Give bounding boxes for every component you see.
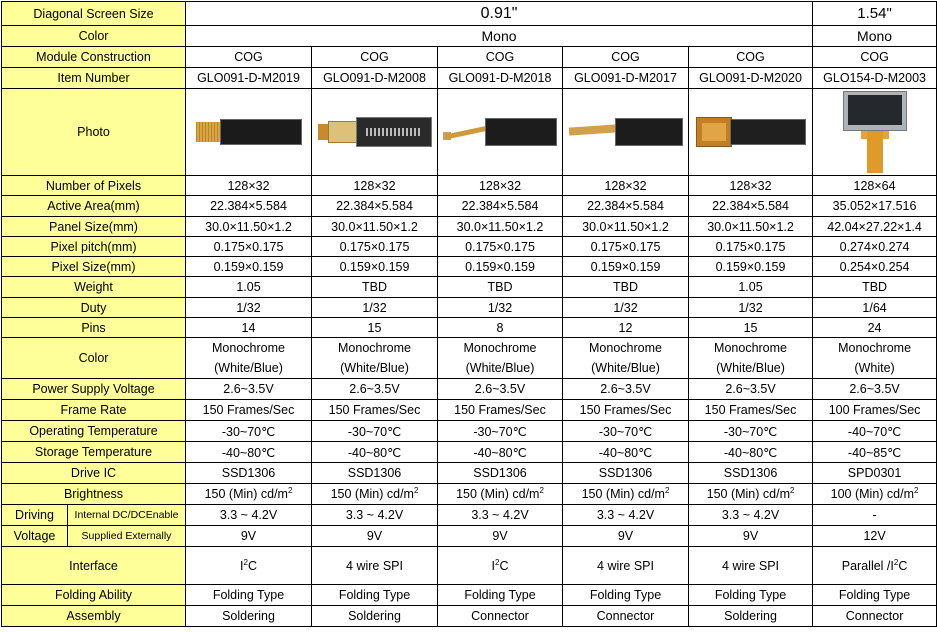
brightness-value: 150 (Min) cd/m [456, 487, 540, 501]
cell-frame-rate: 150 Frames/Sec [563, 400, 689, 421]
cell-photo [312, 89, 438, 176]
row-duty [2, 298, 937, 318]
interface-suffix: C [247, 558, 257, 573]
row-weight [2, 277, 937, 298]
cell-color [186, 338, 312, 379]
cell-construction: COG [563, 47, 689, 68]
cell-drive-ic: SSD1306 [312, 463, 438, 484]
cell-frame-rate: 150 Frames/Sec [438, 400, 563, 421]
cell-power: 2.6~3.5V [563, 379, 689, 400]
cell-assembly: Soldering [186, 606, 312, 627]
row-assembly [2, 606, 937, 627]
unit-exponent: 2 [413, 486, 419, 495]
label-pins: Pins [2, 318, 186, 338]
cell-pixel-pitch: 0.175×0.175 [438, 237, 563, 257]
cell-weight: TBD [813, 277, 937, 298]
color-group-small: Mono [186, 26, 813, 47]
interface-prefix: Parallel /I [841, 558, 894, 573]
color-line2: (White/Blue) [591, 361, 660, 375]
label-power: Power Supply Voltage [2, 379, 186, 400]
cell-active-area: 22.384×5.584 [689, 196, 813, 217]
cell-interface [438, 547, 563, 585]
oled-module-photo [318, 114, 432, 150]
cell-pixel-size: 0.159×0.159 [563, 257, 689, 277]
cell-pixel-pitch: 0.175×0.175 [312, 237, 438, 257]
cell-folding: Folding Type [563, 585, 689, 606]
cell-interface: 4 wire SPI [563, 547, 689, 585]
cell-supplied-externally: 9V [312, 526, 438, 547]
oled-module-photo [443, 114, 557, 150]
cell-assembly: Soldering [689, 606, 813, 627]
interface-prefix: I [240, 558, 244, 573]
cell-pixels: 128×64 [813, 176, 937, 196]
label-module-construction: Module Construction [2, 47, 186, 68]
color-line2: (White/Blue) [214, 361, 283, 375]
cell-internal-dc: 3.3 ~ 4.2V [563, 505, 689, 526]
color-line1: Monochrome [338, 341, 411, 355]
cell-color [563, 338, 689, 379]
cell-folding: Folding Type [813, 585, 937, 606]
brightness-value: 100 (Min) cd/m [830, 487, 915, 501]
cell-panel-size: 30.0×11.50×1.2 [186, 217, 312, 237]
row-photo [2, 89, 937, 176]
color-line2: (White/Blue) [340, 361, 409, 375]
cell-internal-dc: - [813, 505, 937, 526]
row-pixel-pitch [2, 237, 937, 257]
interface-suffix: C [499, 558, 509, 573]
cell-item-number: GLO091-D-M2017 [563, 68, 689, 89]
cell-panel-size: 42.04×27.22×1.4 [813, 217, 937, 237]
cell-pixels: 128×32 [312, 176, 438, 196]
cell-storage-temp: -40~85℃ [813, 442, 937, 463]
cell-operating-temp: -30~70℃ [312, 421, 438, 442]
cell-assembly: Connector [563, 606, 689, 627]
cell-operating-temp: -30~70℃ [563, 421, 689, 442]
cell-internal-dc: 3.3 ~ 4.2V [186, 505, 312, 526]
cell-pixels: 128×32 [438, 176, 563, 196]
oled-module-photo [696, 115, 806, 149]
cell-internal-dc: 3.3 ~ 4.2V [312, 505, 438, 526]
cell-frame-rate: 100 Frames/Sec [813, 400, 937, 421]
cell-photo [689, 89, 813, 176]
row-screen-size [2, 2, 937, 26]
cell-brightness [438, 484, 563, 505]
row-folding [2, 585, 937, 606]
interface-exponent: 2 [243, 557, 248, 567]
cell-pixels: 128×32 [563, 176, 689, 196]
label-internal-dc: Internal DC/DCEnable [68, 505, 186, 526]
label-item-number: Item Number [2, 68, 186, 89]
cell-folding: Folding Type [312, 585, 438, 606]
label-operating-temp: Operating Temperature [2, 421, 186, 442]
color-line2: (White/Blue) [465, 361, 535, 375]
cell-internal-dc: 3.3 ~ 4.2V [689, 505, 813, 526]
row-active-area [2, 196, 937, 217]
cell-brightness [689, 484, 813, 505]
brightness-value: 150 (Min) cd/m [204, 487, 288, 501]
row-brightness [2, 484, 937, 505]
unit-exponent: 2 [914, 486, 919, 495]
color-line1: Monochrome [714, 341, 787, 355]
cell-active-area: 22.384×5.584 [312, 196, 438, 217]
cell-brightness [813, 484, 937, 505]
cell-storage-temp: -40~80℃ [186, 442, 312, 463]
cell-panel-size: 30.0×11.50×1.2 [689, 217, 813, 237]
unit-exponent: 2 [539, 486, 544, 495]
label-frame-rate: Frame Rate [2, 400, 186, 421]
cell-pixels: 128×32 [186, 176, 312, 196]
cell-folding: Folding Type [438, 585, 563, 606]
row-pixel-size [2, 257, 937, 277]
cell-duty: 1/32 [312, 298, 438, 318]
screen-size-large: 1.54" [813, 2, 937, 26]
cell-photo [438, 89, 563, 176]
cell-assembly: Soldering [312, 606, 438, 627]
label-assembly: Assembly [2, 606, 186, 627]
interface-prefix: I [491, 558, 495, 573]
cell-active-area: 35.052×17.516 [813, 196, 937, 217]
row-operating-temp [2, 421, 937, 442]
cell-pixel-pitch: 0.175×0.175 [689, 237, 813, 257]
cell-assembly: Connector [813, 606, 937, 627]
unit-exponent: 2 [664, 486, 670, 495]
cell-folding: Folding Type [186, 585, 312, 606]
spec-table [1, 1, 937, 627]
interface-exponent: 2 [495, 557, 500, 567]
cell-power: 2.6~3.5V [312, 379, 438, 400]
label-storage-temp: Storage Temperature [2, 442, 186, 463]
cell-weight: TBD [563, 277, 689, 298]
row-power [2, 379, 937, 400]
cell-pixel-pitch: 0.175×0.175 [186, 237, 312, 257]
row-pixels [2, 176, 937, 196]
cell-frame-rate: 150 Frames/Sec [186, 400, 312, 421]
unit-exponent: 2 [789, 486, 795, 495]
label-driving: Driving [2, 505, 68, 526]
label-color-type: Color [2, 338, 186, 379]
cell-item-number: GLO154-D-M2003 [813, 68, 937, 89]
label-weight: Weight [2, 277, 186, 298]
cell-panel-size: 30.0×11.50×1.2 [438, 217, 563, 237]
cell-storage-temp: -40~80℃ [438, 442, 563, 463]
cell-color [312, 338, 438, 379]
cell-supplied-externally: 9V [563, 526, 689, 547]
cell-construction: COG [689, 47, 813, 68]
cell-storage-temp: -40~80℃ [312, 442, 438, 463]
cell-pins: 24 [813, 318, 937, 338]
cell-pixel-size: 0.159×0.159 [312, 257, 438, 277]
cell-construction: COG [312, 47, 438, 68]
cell-color [813, 338, 937, 379]
cell-power: 2.6~3.5V [186, 379, 312, 400]
cell-operating-temp: -40~70℃ [813, 421, 937, 442]
cell-operating-temp: -30~70℃ [438, 421, 563, 442]
label-active-area: Active Area(mm) [2, 196, 186, 217]
cell-duty: 1/32 [563, 298, 689, 318]
cell-pixel-size: 0.254×0.254 [813, 257, 937, 277]
label-brightness: Brightness [2, 484, 186, 505]
cell-panel-size: 30.0×11.50×1.2 [563, 217, 689, 237]
cell-drive-ic: SPD0301 [813, 463, 937, 484]
oled-module-photo [843, 91, 907, 173]
cell-photo [186, 89, 312, 176]
cell-power: 2.6~3.5V [689, 379, 813, 400]
label-duty: Duty [2, 298, 186, 318]
color-line1: Monochrome [589, 341, 662, 355]
cell-pins: 14 [186, 318, 312, 338]
cell-pins: 15 [312, 318, 438, 338]
cell-pins: 12 [563, 318, 689, 338]
label-pixel-size: Pixel Size(mm) [2, 257, 186, 277]
cell-power: 2.6~3.5V [813, 379, 937, 400]
cell-drive-ic: SSD1306 [563, 463, 689, 484]
cell-storage-temp: -40~80℃ [563, 442, 689, 463]
color-line1: Monochrome [838, 341, 912, 355]
cell-frame-rate: 150 Frames/Sec [689, 400, 813, 421]
row-frame-rate [2, 400, 937, 421]
oled-module-photo [196, 116, 302, 148]
cell-supplied-externally: 12V [813, 526, 937, 547]
cell-operating-temp: -30~70℃ [689, 421, 813, 442]
oled-module-photo [569, 114, 683, 150]
label-voltage: Voltage [2, 526, 68, 547]
row-drive-ic [2, 463, 937, 484]
cell-pixel-size: 0.159×0.159 [689, 257, 813, 277]
label-pixels: Number of Pixels [2, 176, 186, 196]
cell-item-number: GLO091-D-M2020 [689, 68, 813, 89]
brightness-value: 150 (Min) cd/m [706, 487, 790, 501]
cell-weight: 1.05 [186, 277, 312, 298]
cell-interface: 4 wire SPI [689, 547, 813, 585]
cell-photo [813, 89, 937, 176]
cell-folding: Folding Type [689, 585, 813, 606]
cell-construction: COG [438, 47, 563, 68]
label-interface: Interface [2, 547, 186, 585]
cell-panel-size: 30.0×11.50×1.2 [312, 217, 438, 237]
color-line1: Monochrome [212, 341, 285, 355]
label-drive-ic: Drive IC [2, 463, 186, 484]
color-group-large: Mono [813, 26, 937, 47]
cell-pixel-pitch: 0.175×0.175 [563, 237, 689, 257]
cell-interface: 4 wire SPI [312, 547, 438, 585]
cell-item-number: GLO091-D-M2008 [312, 68, 438, 89]
row-interface [2, 547, 937, 585]
row-pins [2, 318, 937, 338]
row-module-construction [2, 47, 937, 68]
cell-weight: TBD [438, 277, 563, 298]
cell-active-area: 22.384×5.584 [186, 196, 312, 217]
cell-weight: 1.05 [689, 277, 813, 298]
label-screen-size: Diagonal Screen Size [2, 2, 186, 26]
cell-construction: COG [186, 47, 312, 68]
screen-size-small: 0.91" [186, 2, 813, 26]
unit-exponent: 2 [287, 486, 293, 495]
cell-assembly: Connector [438, 606, 563, 627]
brightness-value: 150 (Min) cd/m [581, 487, 665, 501]
interface-exponent: 2 [893, 557, 899, 567]
cell-construction: COG [813, 47, 937, 68]
row-color-group [2, 26, 937, 47]
cell-item-number: GLO091-D-M2018 [438, 68, 563, 89]
cell-pixel-size: 0.159×0.159 [438, 257, 563, 277]
cell-supplied-externally: 9V [186, 526, 312, 547]
cell-pins: 15 [689, 318, 813, 338]
row-item-number [2, 68, 937, 89]
cell-storage-temp: -40~80℃ [689, 442, 813, 463]
cell-weight: TBD [312, 277, 438, 298]
cell-brightness [312, 484, 438, 505]
cell-pixels: 128×32 [689, 176, 813, 196]
label-folding: Folding Ability [2, 585, 186, 606]
cell-active-area: 22.384×5.584 [563, 196, 689, 217]
cell-drive-ic: SSD1306 [438, 463, 563, 484]
row-panel-size [2, 217, 937, 237]
cell-duty: 1/32 [186, 298, 312, 318]
cell-interface [813, 547, 937, 585]
cell-drive-ic: SSD1306 [186, 463, 312, 484]
row-storage-temp [2, 442, 937, 463]
cell-internal-dc: 3.3 ~ 4.2V [438, 505, 563, 526]
cell-color [689, 338, 813, 379]
cell-frame-rate: 150 Frames/Sec [312, 400, 438, 421]
cell-duty: 1/32 [689, 298, 813, 318]
cell-operating-temp: -30~70℃ [186, 421, 312, 442]
cell-photo [563, 89, 689, 176]
cell-brightness [563, 484, 689, 505]
color-line1: Monochrome [463, 341, 537, 355]
cell-brightness [186, 484, 312, 505]
cell-active-area: 22.384×5.584 [438, 196, 563, 217]
brightness-value: 150 (Min) cd/m [330, 487, 414, 501]
cell-duty: 1/32 [438, 298, 563, 318]
color-line2: (White/Blue) [716, 361, 785, 375]
cell-pins: 8 [438, 318, 563, 338]
cell-item-number: GLO091-D-M2019 [186, 68, 312, 89]
interface-suffix: C [898, 558, 908, 573]
label-panel-size: Panel Size(mm) [2, 217, 186, 237]
label-color: Color [2, 26, 186, 47]
label-pixel-pitch: Pixel pitch(mm) [2, 237, 186, 257]
cell-color [438, 338, 563, 379]
label-supplied-externally: Supplied Externally [68, 526, 186, 547]
row-supplied-externally [2, 526, 937, 547]
row-internal-dc [2, 505, 937, 526]
cell-drive-ic: SSD1306 [689, 463, 813, 484]
row-color [2, 338, 937, 379]
cell-power: 2.6~3.5V [438, 379, 563, 400]
cell-supplied-externally: 9V [689, 526, 813, 547]
cell-duty: 1/64 [813, 298, 937, 318]
color-line2: (White) [854, 361, 895, 375]
cell-pixel-pitch: 0.274×0.274 [813, 237, 937, 257]
cell-interface [186, 547, 312, 585]
cell-supplied-externally: 9V [438, 526, 563, 547]
label-photo: Photo [2, 89, 186, 176]
cell-pixel-size: 0.159×0.159 [186, 257, 312, 277]
